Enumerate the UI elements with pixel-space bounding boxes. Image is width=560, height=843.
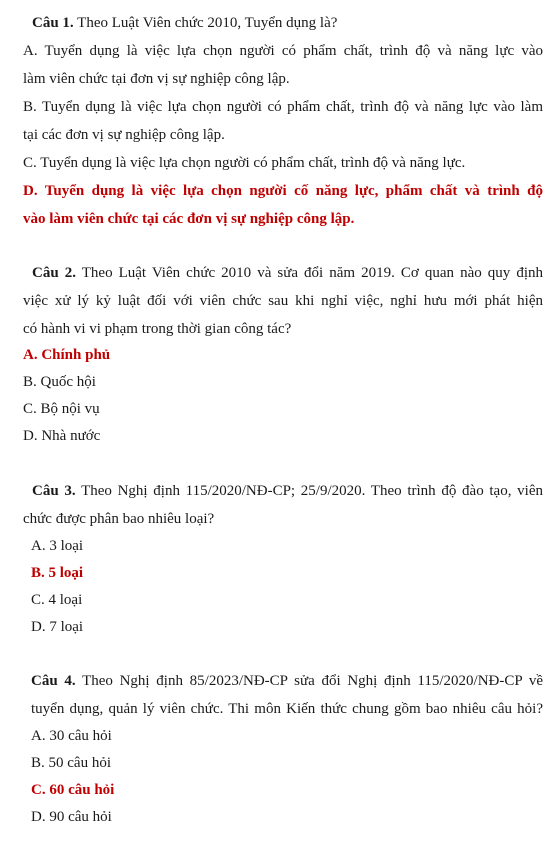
- question-1-option-d-line-2: vào làm viên chức tại các đơn vị sự nghiệp công lập.: [23, 211, 355, 227]
- question-1-number: Câu 1.: [32, 15, 74, 31]
- question-1-option-d-line-1: D. Tuyển dụng là việc lựa chọn người cố năng lực, phẩm chất và trình độ: [23, 183, 543, 199]
- question-1-option-c-line-1: C. Tuyển dụng là việc lựa chọn người có phẩm chất, trình độ và năng lực.: [23, 155, 466, 171]
- question-3-text: Theo Nghị định 115/2020/NĐ-CP; 25/9/2020. Theo trình độ đào tạo, viên: [81, 483, 543, 499]
- question-4-option-d: D. 90 câu hỏi: [31, 809, 112, 825]
- question-2-option-d: D. Nhà nước: [23, 428, 101, 444]
- question-2-number: Câu 2.: [32, 265, 76, 281]
- question-2-option-b: B. Quốc hội: [23, 374, 96, 390]
- question-1-option-a-line-1: A. Tuyển dụng là việc lựa chọn người có phẩm chất, trình độ và năng lực vào: [23, 43, 543, 59]
- question-2-line-3: có hành vi vi phạm trong thời gian công tác?: [23, 321, 292, 337]
- question-2-option-a: A. Chính phủ: [23, 347, 111, 363]
- question-1-option-b-line-1: B. Tuyển dụng là việc lựa chọn người có phẩm chất, trình độ và năng lực vào làm: [23, 99, 543, 115]
- question-3-line-2: chức được phân bao nhiêu loại?: [23, 511, 215, 527]
- question-2-line-2: việc xử lý kỷ luật đối với viên chức sau khi nghỉ việc, nghỉ hưu mới phát hiện: [23, 293, 543, 309]
- question-3-option-c: C. 4 loại: [31, 592, 83, 608]
- question-4-option-c: C. 60 câu hỏi: [31, 782, 115, 798]
- question-3-option-a: A. 3 loại: [31, 538, 84, 554]
- question-1-line-1: [32, 14, 336, 32]
- question-4-text: Theo Nghị định 85/2023/NĐ-CP sửa đổi Nghị định 115/2020/NĐ-CP về: [82, 673, 544, 689]
- question-2-text: Theo Luật Viên chức 2010 và sửa đổi năm 2019. Cơ quan nào quy định: [81, 265, 543, 281]
- question-1-option-a-line-2: làm viên chức tại đơn vị sự nghiệp công lập.: [23, 71, 290, 87]
- question-4-option-a: A. 30 câu hỏi: [31, 728, 112, 744]
- question-3-number: Câu 3.: [32, 483, 76, 499]
- question-3-line-1: [32, 482, 543, 500]
- question-4-line-2: tuyển dụng, quản lý viên chức. Thi môn Kiến thức chung gồm bao nhiêu câu hỏi?: [31, 701, 543, 717]
- question-4-number: Câu 4.: [31, 673, 76, 689]
- question-2-line-1: [32, 264, 543, 282]
- question-4-option-b: B. 50 câu hỏi: [31, 755, 111, 771]
- question-3-option-b: B. 5 loại: [31, 565, 84, 581]
- question-1-option-b-line-2: tại các đơn vị sự nghiệp công lập.: [23, 127, 225, 143]
- question-4-line-1: [31, 672, 543, 690]
- question-2-option-c: C. Bộ nội vụ: [23, 401, 100, 417]
- question-1-text: Theo Luật Viên chức 2010, Tuyển dụng là?: [77, 15, 338, 31]
- question-3-option-d: D. 7 loại: [31, 619, 84, 635]
